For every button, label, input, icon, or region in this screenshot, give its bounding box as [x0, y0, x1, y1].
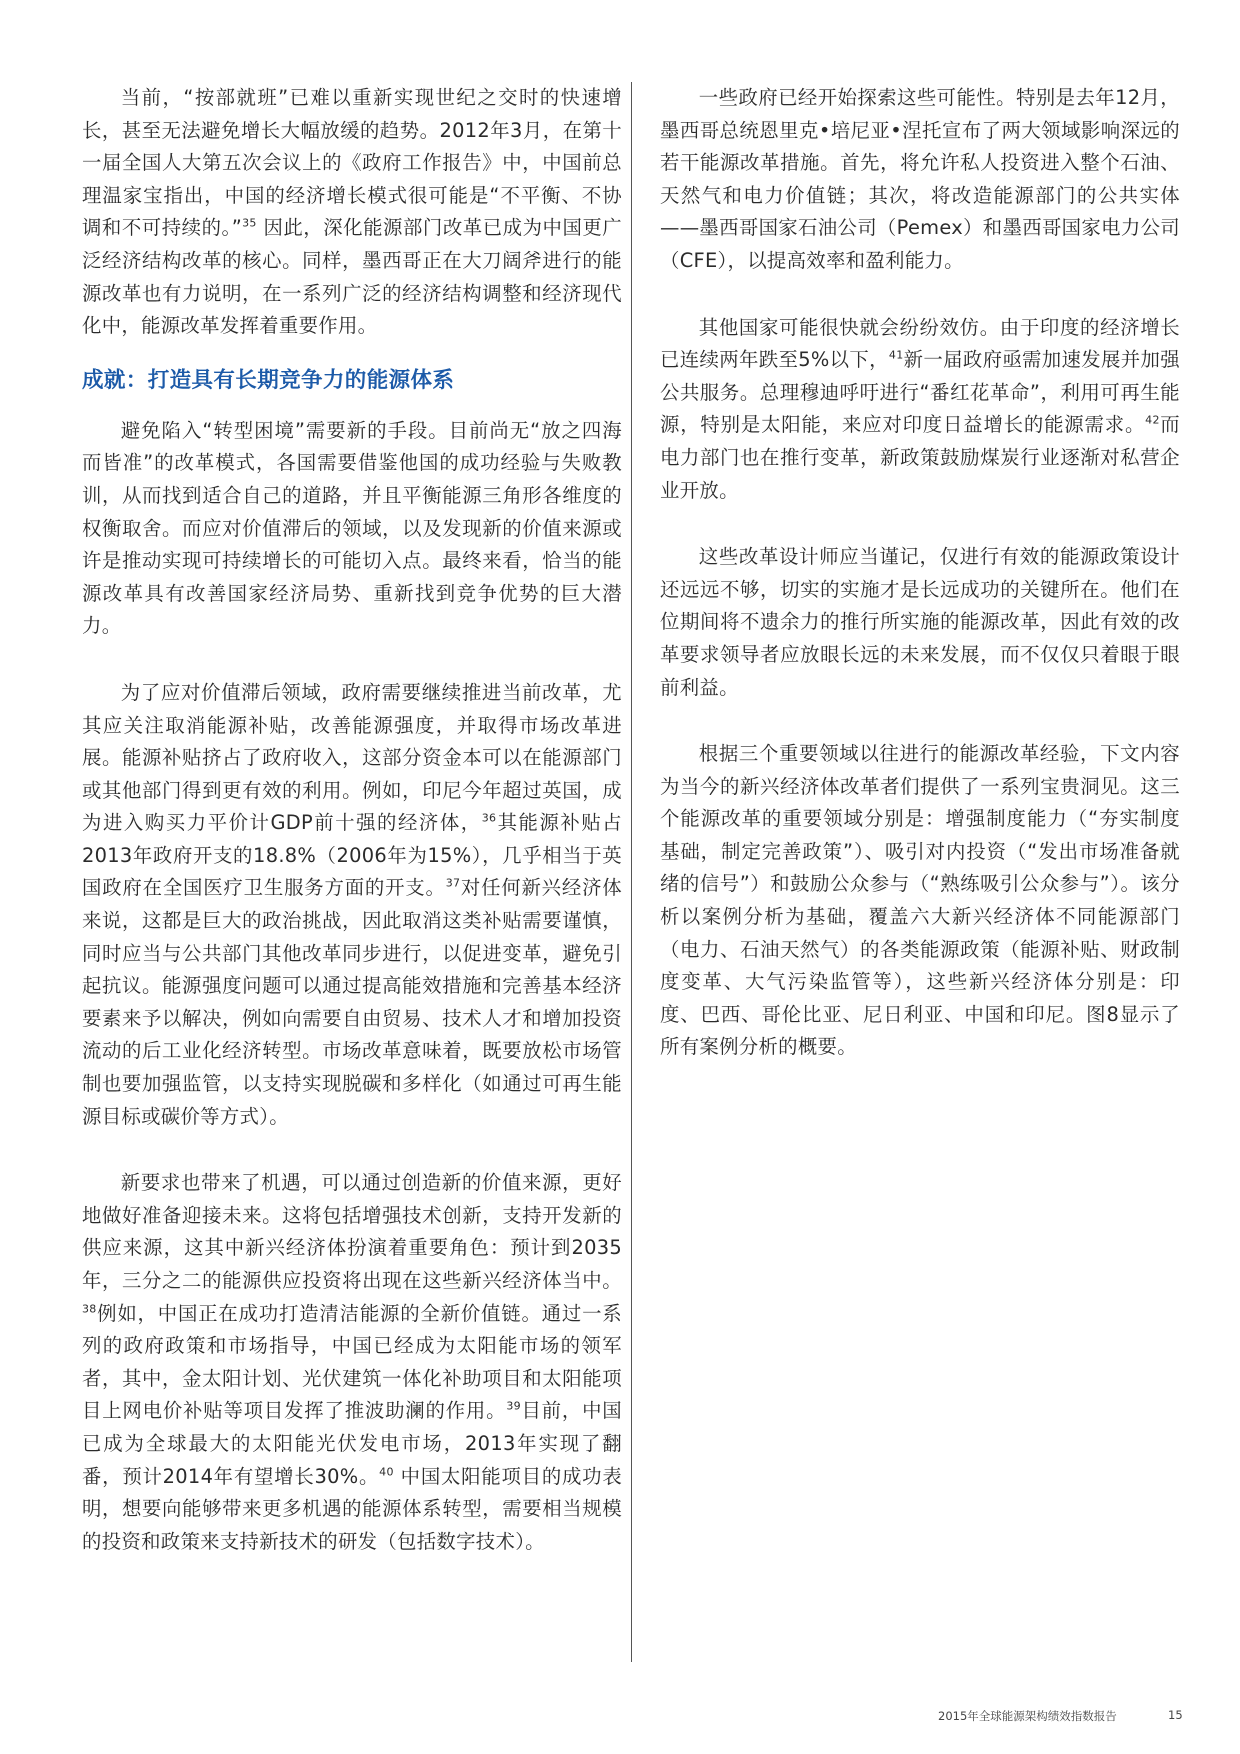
- paragraph-new-value: 新要求也带来了机遇，可以通过创造新的价值来源，更好地做好准备迎接未来。这将包括增强技术创新，支持开发新的供应来源，这其中新兴经济体扮演着重要角色：预计到2035年，三分之二的能源供应投资将出现在这些新兴经济体当中。$^{38}$例如，中国正在成功打造清洁能源的全新价值链。通过一系列的政府政策和市场指导，中国已经成为太阳能市场的领军者，其中，金太阳计划、光伏建筑一体化补助项目和太阳能项目上网电价补贴等项目发挥了推波助澜的作用。$^{39}$目前，中国已成为全球最大的太阳能光伏发电市场，2013年实现了翻番，预计2014年有望增长30%。$^{40}$ 中国太阳能项目的成功表明，想要向能够带来更多机遇的能源体系转型，需要相当规模的投资和政策来支持新技术的研发（包括数字技术）。: [82, 1171, 623, 1553]
- spacer: [660, 704, 1180, 738]
- footnote-ref: 35: [242, 216, 257, 230]
- paragraph-intro: 当前，“按部就班”已难以重新实现世纪之交时的快速增长，甚至无法避免增长大幅放缓的趋势。2012年3月，在第十一届全国人大第五次会议上的《政府工作报告》中，中国前总理温家宝指出，中国的经济增长模式很可能是“不平衡、不协调和不可持续的。”$^{35}$ 因此，深化能源部门改革已成为中国更广泛经济结构改革的核心。同样，墨西哥正在大刀阔斧进行的能源改革也有力说明，在一系列广泛的经济结构调整和经济现代化中，能源改革发挥着重要作用。: [82, 86, 622, 338]
- footnote-ref: 37: [445, 877, 461, 890]
- footnote-ref: 38: [82, 1302, 97, 1316]
- right-column: [660, 82, 1180, 1064]
- footnote-ref: 41: [888, 348, 904, 362]
- section-heading: 成就：打造具有长期竞争力的能源体系: [82, 367, 455, 393]
- spacer: [82, 643, 622, 677]
- paragraph-mexico: 一些政府已经开始探索这些可能性。特别是去年12月，墨西哥总统恩里克•培尼亚•涅托宣布了两大领域影响深远的若干能源改革措施。首先，将允许私人投资进入整个石油、天然气和电力价值链；其次，将改造能源部门的公共实体——墨西哥国家石油公司（Pemex）和墨西哥国家电力公司（CFE），以提高效率和盈利能力。: [660, 86, 1180, 272]
- spacer: [660, 278, 1180, 312]
- footnote-ref: 36: [481, 811, 497, 825]
- footnote-ref: 39: [506, 1399, 521, 1413]
- column-divider: [631, 82, 632, 1662]
- footnote-ref: 40: [379, 1465, 394, 1479]
- left-column: [82, 82, 622, 1558]
- paragraph-implementation: 这些改革设计师应当谨记，仅进行有效的能源政策设计还远远不够，切实的实施才是长远成功的关键所在。他们在位期间将不遗余力的推行所实施的能源改革，因此有效的改革要求领导者应放眼长远的未来发展，而不仅仅只着眼于眼前利益。: [660, 545, 1180, 699]
- report-title: 2015年全球能源架构绩效指数报告: [938, 1709, 1117, 1723]
- paragraph-value-lag: 为了应对价值滞后领域，政府需要继续推进当前改革，尤其应关注取消能源补贴，改善能源强度，并取得市场改革进展。能源补贴挤占了政府收入，这部分资金本可以在能源部门或其他部门得到更有效的利用。例如，印尼今年超过英国，成为进入购买力平价计GDP前十强的经济体，$^{36}$其能源补贴占2013年政府开支的18.8%（2006年为15%），几乎相当于英国政府在全国医疗卫生服务方面的开支。$^{37}$对任何新兴经济体来说，这都是巨大的政治挑战，因此取消这类补贴需要谨慎，同时应当与公共部门其他改革同步进行，以促进变革，避免引起抗议。能源强度问题可以通过提高能效措施和完善基本经济要素来予以解决，例如向需要自由贸易、技术人才和增加投资流动的后工业化经济转型。市场改革意味着，既要放松市场管制也要加强监管，以支持实现脱碳和多样化（如通过可再生能源目标或碳价等方式）。: [82, 680, 622, 1128]
- spacer: [82, 1133, 622, 1167]
- paragraph-transition: 避免陷入“转型困境”需要新的手段。目前尚无“放之四海而皆准”的改革模式，各国需要借鉴他国的成功经验与失败教训，从而找到适合自己的道路，并且平衡能源三角形各维度的权衡取舍。而应对价值滞后的领域，以及发现新的价值来源或许是推动实现可持续增长的可能切入点。最终来看，恰当的能源改革具有改善国家经济局势、重新找到竞争优势的巨大潜力。: [82, 418, 622, 638]
- spacer: [660, 507, 1180, 541]
- page-number: 15: [1168, 1708, 1183, 1722]
- paragraph-india: 其他国家可能很快就会纷纷效仿。由于印度的经济增长已连续两年跌至5%以下，$^{41}$新一届政府亟需加速发展并加强公共服务。总理穆迪呼吁进行“番红花革命”，利用可再生能源，特别是太阳能，来应对印度日益增长的能源需求。$^{42}$而电力部门也在推行变革，新政策鼓励煤炭行业逐渐对私营企业开放。: [660, 315, 1180, 502]
- paragraph-insights: 根据三个重要领域以往进行的能源改革经验，下文内容为当今的新兴经济体改革者们提供了一系列宝贵洞见。这三个能源改革的重要领域分别是：增强制度能力（“夯实制度基础，制定完善政策”）、吸引对内投资（“发出市场准备就绪的信号”）和鼓励公众参与（“熟练吸引公众参与”）。该分析以案例分析为基础，覆盖六大新兴经济体不同能源部门（电力、石油天然气）的各类能源政策（能源补贴、财政制度变革、大气污染监管等），这些新兴经济体分别是：印度、巴西、哥伦比亚、尼日利亚、中国和印尼。图8显示了所有案例分析的概要。: [660, 742, 1180, 1059]
- footnote-ref: 42: [1145, 413, 1160, 427]
